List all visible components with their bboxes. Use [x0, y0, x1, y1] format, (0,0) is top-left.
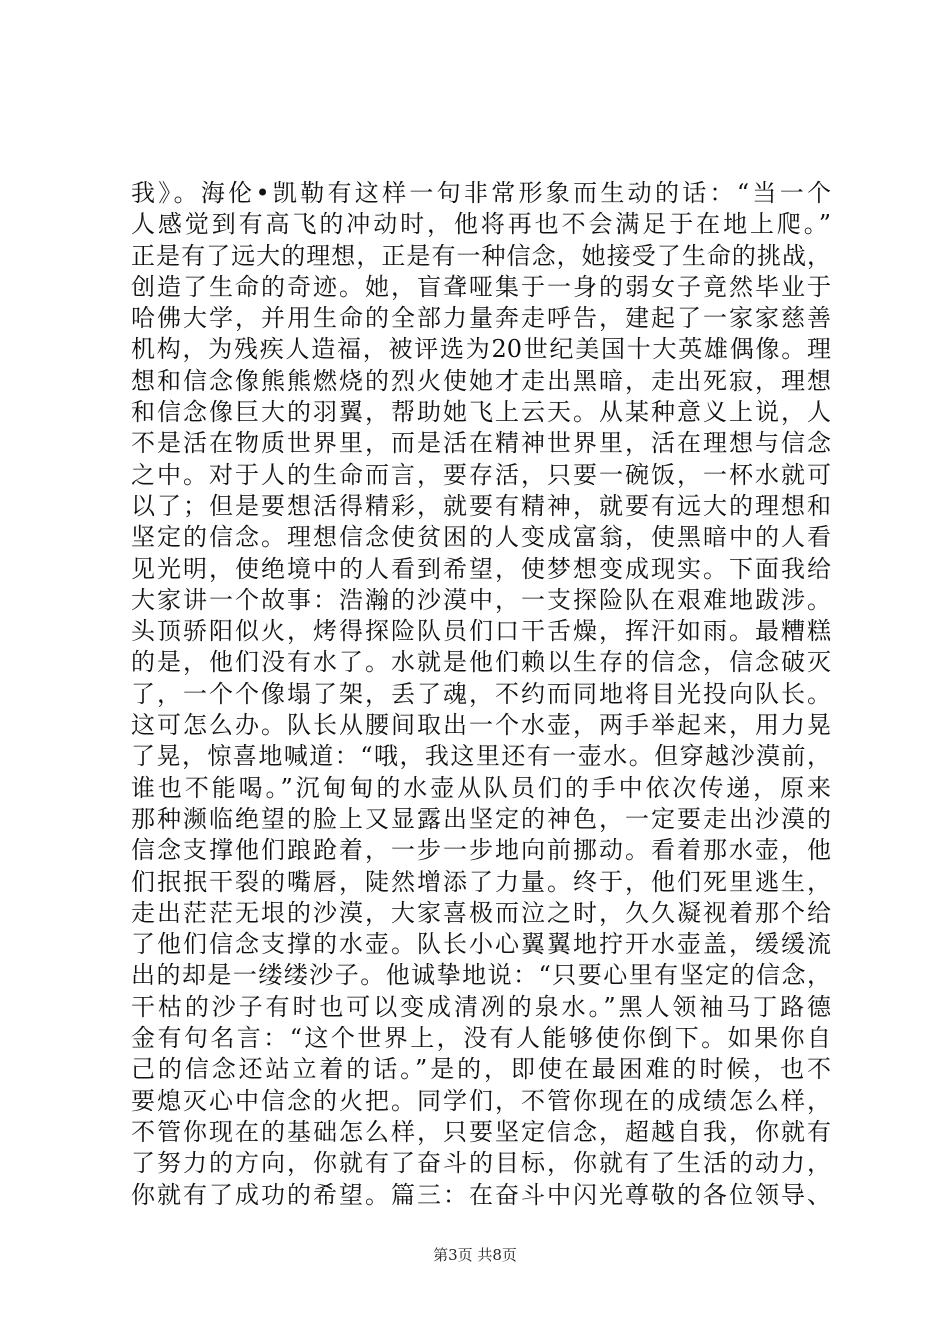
text-line: 信念支撑他们踉跄着，一步一步地向前挪动。看着那水壶，他	[131, 836, 831, 865]
text-line: 正是有了远大的理想，正是有一种信念，她接受了生命的挑战，	[131, 241, 831, 270]
text-line: 我》。海伦•凯勒有这样一句非常形象而生动的话：“当一个	[131, 179, 831, 207]
text-line: 谁也不能喝。”沉甸甸的水壶从队员们的手中依次传递，原来	[131, 773, 831, 802]
page-number-footer: 第3页 共8页	[433, 1246, 517, 1264]
text-line: 之中。对于人的生命而言，要存活，只要一碗饭，一杯水就可	[131, 460, 831, 489]
text-line: 这可怎么办。队长从腰间取出一个水壶，两手举起来，用力晃	[131, 711, 831, 740]
text-line: 走出茫茫无垠的沙漠，大家喜极而泣之时，久久凝视着那个给	[131, 898, 831, 927]
text-line: 坚定的信念。理想信念使贫困的人变成富翁，使黑暗中的人看	[131, 523, 831, 552]
text-line: 们抿抿干裂的嘴唇，陡然增添了力量。终于，他们死里逃生，	[131, 867, 831, 896]
text-line: 人感觉到有高飞的冲动时，他将再也不会满足于在地上爬。”	[131, 210, 831, 239]
text-line: 大家讲一个故事：浩瀚的沙漠中，一支探险队在艰难地跋涉。	[131, 585, 831, 614]
text-line: 干枯的沙子有时也可以变成清冽的泉水。”黑人领袖马丁路德	[131, 992, 831, 1021]
text-line: 金有句名言：“这个世界上，没有人能够使你倒下。如果你自	[131, 1024, 831, 1053]
text-line: 机构，为残疾人造福，被评选为20世纪美国十大英雄偶像。理	[131, 335, 831, 364]
text-line: 你就有了成功的希望。篇三：在奋斗中闪光尊敬的各位领导、	[131, 1180, 831, 1209]
text-line: 想和信念像熊熊燃烧的烈火使她才走出黑暗，走出死寂，理想	[131, 366, 831, 395]
text-line: 见光明，使绝境中的人看到希望，使梦想变成现实。下面我给	[131, 554, 831, 583]
text-line: 和信念像巨大的羽翼，帮助她飞上云天。从某种意义上说，人	[131, 398, 831, 427]
text-line: 了他们信念支撑的水壶。队长小心翼翼地拧开水壶盖，缓缓流	[131, 930, 831, 959]
text-line: 了努力的方向，你就有了奋斗的目标，你就有了生活的动力，	[131, 1149, 831, 1178]
text-line: 不管你现在的基础怎么样，只要坚定信念，超越自我，你就有	[131, 1117, 831, 1146]
text-line: 己的信念还站立着的话。”是的，即使在最困难的时候，也不	[131, 1055, 831, 1084]
text-line: 以了；但是要想活得精彩，就要有精神，就要有远大的理想和	[131, 491, 831, 520]
text-line: 创造了生命的奇迹。她，盲聋哑集于一身的弱女子竟然毕业于	[131, 272, 831, 301]
text-line: 了晃，惊喜地喊道：“哦，我这里还有一壶水。但穿越沙漠前，	[131, 742, 831, 771]
text-line: 出的却是一缕缕沙子。他诚挚地说：“只要心里有坚定的信念，	[131, 961, 831, 990]
text-line: 不是活在物质世界里，而是活在精神世界里，活在理想与信念	[131, 429, 831, 458]
body-text	[131, 178, 831, 1211]
text-line: 那种濒临绝望的脸上又显露出坚定的神色，一定要走出沙漠的	[131, 804, 831, 833]
text-line: 头顶骄阳似火，烤得探险队员们口干舌燥，挥汗如雨。最糟糕	[131, 617, 831, 646]
text-line: 要熄灭心中信念的火把。同学们，不管你现在的成绩怎么样，	[131, 1086, 831, 1115]
text-line: 的是，他们没有水了。水就是他们赖以生存的信念，信念破灭	[131, 648, 831, 677]
text-line: 了，一个个像塌了架，丢了魂，不约而同地将目光投向队长。	[131, 679, 831, 708]
text-line: 哈佛大学，并用生命的全部力量奔走呼告，建起了一家家慈善	[131, 304, 831, 333]
